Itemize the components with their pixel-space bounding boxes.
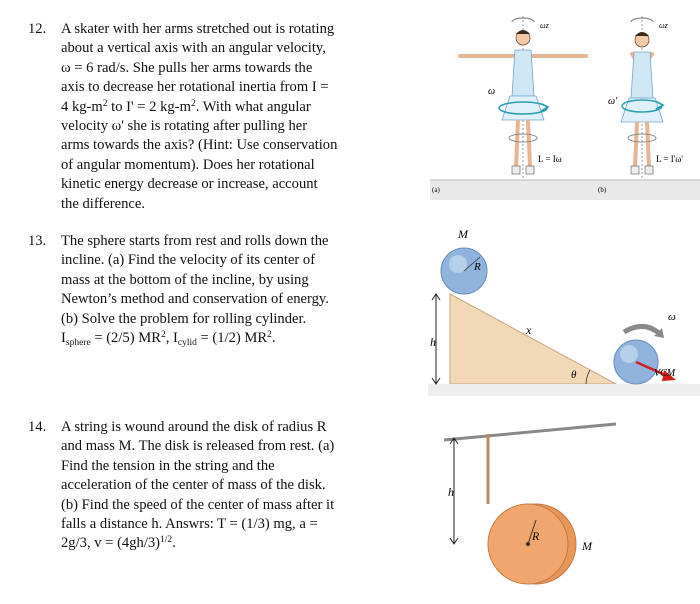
problem-line: incline. (a) Find the velocity of its center of (61, 252, 316, 269)
radius-label: R (474, 261, 481, 273)
problem-line: of angular momentum). Does her rotational (61, 156, 315, 173)
problem-number: 12. (28, 21, 47, 37)
problem-line: axis to decrease her rotational inertia from I = (61, 79, 329, 96)
problem-line: velocity ω' she is rotating after pulling her (61, 118, 308, 135)
skater-arms-out (460, 16, 586, 178)
problem-line: mass at the bottom of the incline, by using (61, 271, 309, 288)
problem-number: 13. (28, 233, 47, 249)
floor (428, 384, 700, 396)
rotation-arrow (624, 326, 660, 334)
problem-line: falls a distance h. Answrs: T = (1/3) mg, a = (61, 516, 318, 533)
problem-line: ω = 6 rad/s. She pulls her arms towards the (61, 59, 313, 76)
omega-z-label: ωz (540, 21, 549, 30)
distance-label: x (526, 323, 532, 337)
problem-line: and mass M. The disk is released from rest. (a) (61, 438, 335, 455)
problem-line: Find the tension in the string and the (61, 457, 275, 474)
problem-line: the difference. (61, 195, 145, 212)
problem-12 (28, 20, 388, 214)
skater-figure (430, 8, 700, 200)
height-label: h (430, 335, 436, 349)
problem-line: A skater with her arms stretched out is rotating (61, 21, 335, 37)
problem-text (61, 20, 388, 214)
disk-figure (440, 416, 630, 588)
problem-text (61, 418, 388, 554)
problem-line: 2g/3, $v = (4gh/3)^{1/2}$. (61, 535, 176, 552)
mass-label: M (582, 539, 592, 553)
omega-prime-label: ω' (608, 96, 618, 107)
incline-ramp (450, 294, 616, 384)
support-rod (444, 424, 616, 440)
panel-a-label: (a) (432, 186, 440, 194)
momentum-a-label: L = Iω (538, 154, 562, 164)
problem-line: about a vertical axis with an angular velocity, (61, 40, 326, 57)
radius-label: R (532, 529, 540, 543)
problem-line: 4 $kg-m^2$ to I' = 2 $kg-m^2$. With what angular (61, 98, 311, 115)
velocity-label: VCM (654, 368, 676, 379)
problem-line: kinetic energy decrease or increase, account (61, 176, 318, 193)
panel-b-label: (b) (598, 186, 607, 194)
mass-label: M (458, 227, 468, 241)
problem-line: acceleration of the center of mass of the disk. (61, 477, 326, 494)
problem-line: A string is wound around the disk of radius R (61, 419, 327, 435)
height-label: h (448, 485, 454, 499)
problem-line: Newton’s method and conservation of energy. (61, 291, 329, 308)
problem-line: The sphere starts from rest and rolls down the (61, 233, 329, 249)
problem-14 (28, 418, 388, 554)
problem-line: $I_{sphere} = (2/5)$ $MR^2$, $I_{cylid} = (1/2)$ $MR^2$. (61, 330, 276, 349)
problem-13 (28, 232, 388, 348)
problem-text (61, 232, 388, 348)
omega-label: ω (488, 86, 496, 97)
omega-z-label: ωz (659, 21, 668, 30)
problem-line: arms towards the axis? (Hint: Use conservation (61, 137, 338, 154)
problem-number: 14. (28, 419, 47, 435)
momentum-b-label: L = I'ω' (656, 154, 683, 164)
angle-label: θ (571, 369, 577, 381)
ground (430, 180, 700, 200)
incline-figure (428, 224, 700, 404)
omega-label: ω (668, 311, 676, 323)
problem-line: (b) Solve the problem for rolling cylinder. (61, 310, 307, 327)
problem-line: (b) Find the speed of the center of mass after it (61, 496, 335, 513)
